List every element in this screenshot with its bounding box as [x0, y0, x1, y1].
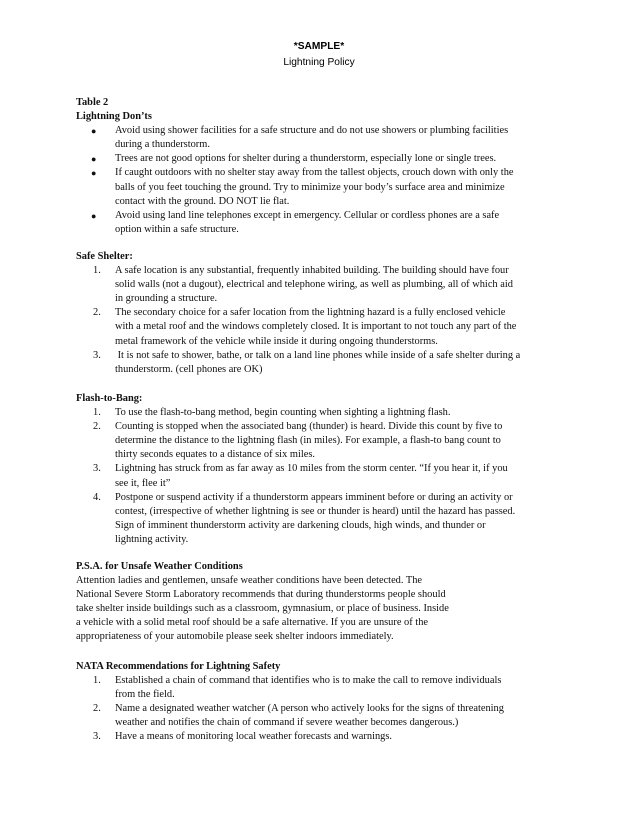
list-number: 3. [93, 463, 101, 475]
list-item [76, 730, 566, 744]
sample-label: *SAMPLE* [293, 41, 345, 52]
list-item [76, 702, 566, 730]
flash-to-bang-heading: Flash-to-Bang: [76, 393, 143, 404]
list-item-line: A safe location is any substantial, frequently inhabited building. The building should have four [115, 265, 509, 277]
list-number: 1. [93, 265, 101, 277]
list-item [76, 420, 566, 462]
list-item-line: lightning activity. [115, 533, 189, 545]
safe-shelter-heading: Safe Shelter: [76, 251, 133, 262]
list-item-line: in grounding a structure. [115, 293, 218, 305]
list-item [76, 166, 566, 208]
list-item-line: option within a safe structure. [115, 223, 239, 235]
list-item-line: Established a chain of command that identifies who is to make the call to remove individuals [115, 675, 502, 687]
psa-line: appropriateness of your automobile please seek shelter indoors immediately. [76, 631, 394, 643]
bullet-icon: ● [91, 126, 97, 137]
list-item [76, 124, 566, 152]
list-item [76, 491, 566, 547]
list-item [76, 406, 566, 420]
psa-line: Attention ladies and gentlemen, unsafe weather conditions have been detected. The [76, 575, 423, 587]
list-item-line: weather and notifies the chain of command if severe weather becomes dangerous.) [115, 717, 459, 729]
list-item-line: contact with the ground. DO NOT lie flat. [115, 195, 290, 207]
list-item-line: during a thunderstorm. [115, 139, 210, 151]
list-item-line: from the field. [115, 689, 175, 701]
list-item-line: Counting is stopped when the associated bang (thunder) is heard. Divide this count by five to [115, 421, 503, 433]
list-item [76, 674, 566, 702]
list-item-line: If caught outdoors with no shelter stay away from the tallest objects, crouch down with only the [115, 167, 514, 179]
list-item [76, 462, 566, 490]
list-item-line: Have a means of monitoring local weather forecasts and warnings. [115, 731, 392, 743]
list-number: 3. [93, 731, 101, 743]
table2-section [76, 96, 566, 237]
safe-shelter-section [76, 250, 566, 377]
list-item-line: solid walls (not a dugout), electrical and telephone wiring, as well as plumbing, all of which aid [115, 279, 513, 291]
psa-heading: P.S.A. for Unsafe Weather Conditions [76, 561, 243, 572]
list-number: 4. [93, 491, 101, 503]
list-item-line: Sign of imminent thunderstorm activity are darkening clouds, high winds, and thunder or [115, 519, 486, 531]
list-item [76, 349, 566, 377]
list-item-line: Lightning has struck from as far away as 10 miles from the storm center. “If you hear it, if you [115, 463, 508, 475]
list-item-line: Postpone or suspend activity if a thunderstorm appears imminent before or during an activity or [115, 491, 513, 503]
list-item-line: Avoid using shower facilities for a safe structure and do not use showers or plumbing facilities [115, 125, 509, 137]
list-item-line: see it, flee it” [115, 477, 171, 489]
psa-line: take shelter inside buildings such as a classroom, gymnasium, or place of business. Inside [76, 603, 449, 615]
psa-section [76, 560, 566, 645]
table-label: Table 2 [76, 97, 109, 108]
bullet-icon: ● [91, 210, 97, 221]
list-item-line: To use the flash-to-bang method, begin counting when sighting a lightning flash. [115, 407, 451, 419]
list-number: 1. [93, 407, 101, 419]
list-number: 2. [93, 307, 101, 319]
list-item-line: It is not safe to shower, bathe, or talk on a land line phones while inside of a safe shelter during a [115, 349, 521, 361]
bullet-icon: ● [91, 154, 97, 165]
psa-line: National Severe Storm Laboratory recommends that during thunderstorms people should [76, 589, 446, 601]
nata-section [76, 660, 566, 745]
list-item-line: determine the distance to the lightning flash (in miles). For example, a flash-to bang count to [115, 435, 501, 447]
nata-heading: NATA Recommendations for Lightning Safety [76, 661, 281, 672]
list-number: 2. [93, 421, 101, 433]
list-number: 2. [93, 703, 101, 715]
list-number: 3. [93, 349, 101, 361]
list-item-line: thirty seconds equates to a distance of six miles. [115, 449, 315, 461]
list-item-line: contest, (irrespective of whether lightning is see or thunder is heard) until the hazard has passed. [115, 505, 516, 517]
list-number: 1. [93, 675, 101, 687]
bullet-icon: ● [91, 168, 97, 179]
list-item-line: Name a designated weather watcher (A person who actively looks for the signs of threatening [115, 703, 504, 715]
document-title: Lightning Policy [283, 57, 355, 68]
lightning-donts-heading: Lightning Don’ts [76, 111, 152, 123]
list-item-line: The secondary choice for a safer location from the lightning hazard is a fully enclosed vehicle [115, 307, 506, 319]
list-item-line: Trees are not good options for shelter during a thunderstorm, especially lone or single trees. [115, 153, 497, 165]
list-item [76, 209, 566, 237]
list-item [76, 306, 566, 348]
list-item-line: thunderstorm. (cell phones are OK) [115, 363, 263, 375]
list-item [76, 152, 566, 166]
flash-to-bang-section [76, 392, 566, 547]
list-item-line: with a metal roof and the windows completely closed. It is important to not touch any part of the [115, 321, 517, 333]
psa-line: a vehicle with a solid metal roof should be a safe alternative. If you are unsure of the [76, 617, 428, 629]
list-item [76, 264, 566, 306]
list-item-line: Avoid using land line telephones except in emergency. Cellular or cordless phones are a safe [115, 209, 500, 221]
list-item-line: balls of you feet touching the ground. Try to minimize your body’s surface area and minimize [115, 181, 505, 193]
list-item-line: metal framework of the vehicle while inside it during ongoing thunderstorms. [115, 335, 438, 347]
